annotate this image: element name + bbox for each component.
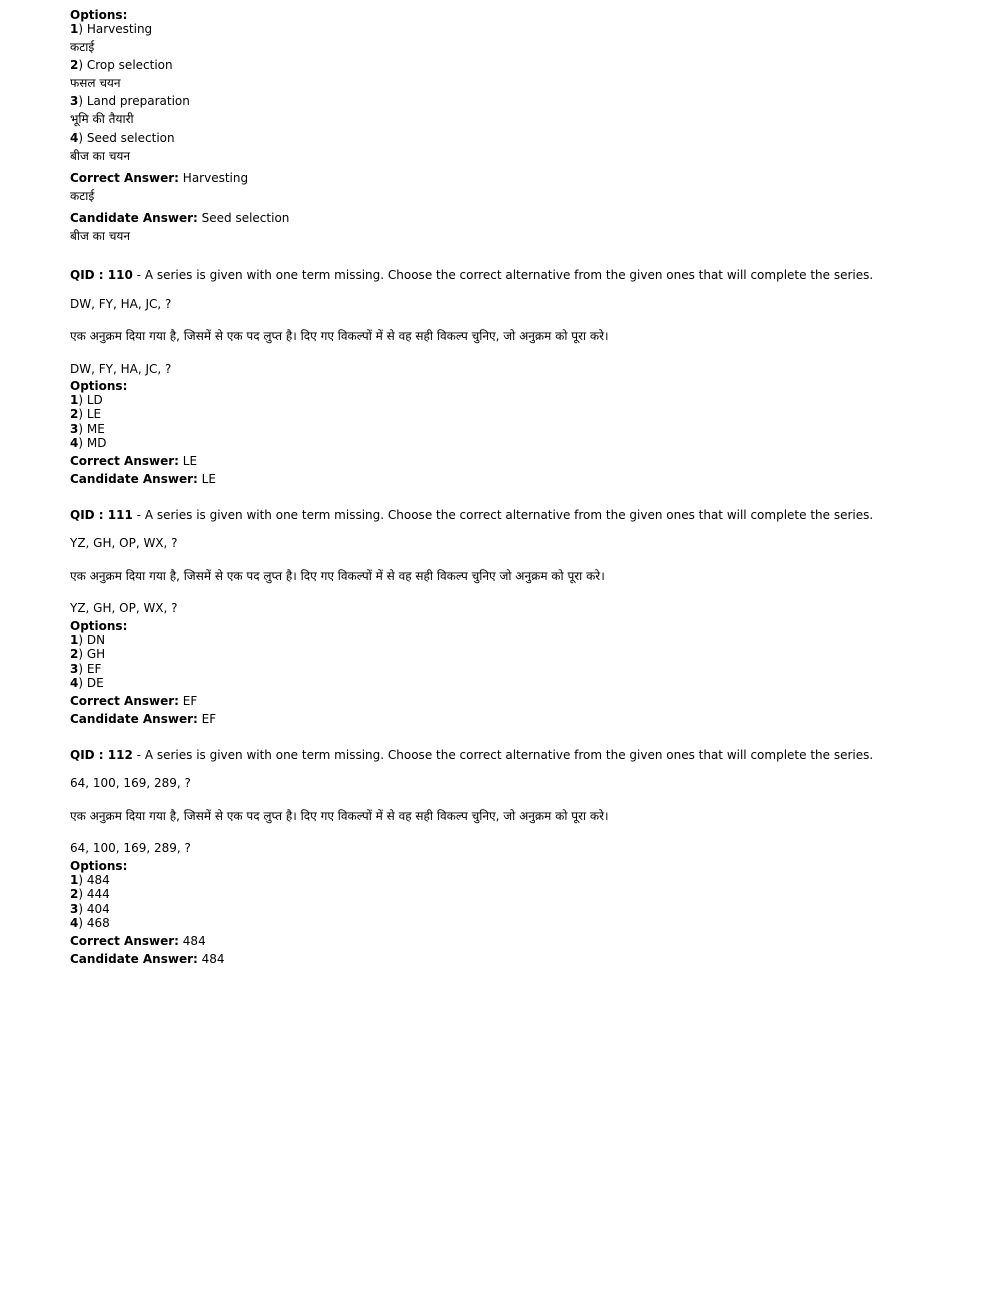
option-number: 1 [70,873,79,887]
option-text: GH [86,647,106,661]
series-text-hindi: DW, FY, HA, JC, ? [70,362,172,376]
option-number: 3 [70,422,79,436]
option-text: DN [86,633,106,647]
option-2-hindi: फसल चयन [70,76,121,90]
question-text-hindi: एक अनुक्रम दिया गया है, जिसमें से एक पद लुप्त है। दिए गए विकल्पों में से वह सही विकल्प चुनिए, जो अनुक्रम को पूरा करे। [70,809,609,823]
series-text: 64, 100, 169, 289, ? [70,776,191,790]
option-text: LE [86,407,102,421]
option-text: Harvesting [86,22,153,36]
option-number: 3 [70,94,79,108]
option-number: 2 [70,407,79,421]
option-3: 3) EF [70,662,102,676]
correct-answer-hindi: कटाई [70,189,95,203]
qid-label: QID : 111 [70,508,133,522]
option-1: 1) DN [70,633,106,647]
candidate-answer-value: EF [201,712,217,726]
candidate-answer [70,952,225,967]
option-number: 4 [70,676,79,690]
option-4: 4) DE [70,676,104,690]
option-text: Crop selection [86,58,173,72]
options-label: Options: [70,8,128,22]
option-2: 2) LE [70,407,102,421]
option-2: 2) Crop selection [70,58,173,72]
option-4-hindi: बीज का चयन [70,149,131,163]
option-number: 4 [70,131,79,145]
option-1-hindi: कटाई [70,40,95,54]
correct-answer-value: 484 [182,934,206,948]
question-text: - A series is given with one term missing. Choose the correct alternative from the given ones that will complete the series. [136,268,874,282]
candidate-answer-value: LE [201,472,216,486]
correct-answer [70,171,248,186]
option-number: 1 [70,633,79,647]
correct-answer-label: Correct Answer: [70,454,179,468]
series-text-hindi: 64, 100, 169, 289, ? [70,841,191,855]
candidate-answer [70,472,216,487]
option-4: 4) MD [70,436,107,450]
candidate-answer-label: Candidate Answer: [70,211,198,225]
correct-answer-value: EF [182,694,198,708]
options-label: Options: [70,859,128,873]
option-text: EF [86,662,102,676]
option-1: 1) Harvesting [70,22,153,36]
option-number: 4 [70,916,79,930]
question-heading [70,508,873,523]
option-text: Seed selection [86,131,175,145]
series-text-hindi: YZ, GH, OP, WX, ? [70,601,178,615]
options-label: Options: [70,379,128,393]
question-text-hindi: एक अनुक्रम दिया गया है, जिसमें से एक पद लुप्त है। दिए गए विकल्पों में से वह सही विकल्प चुनिए जो अनुक्रम को पूरा करे। [70,569,605,583]
option-2: 2) GH [70,647,106,661]
correct-answer-label: Correct Answer: [70,694,179,708]
question-text: - A series is given with one term missing. Choose the correct alternative from the given ones that will complete the series. [136,748,874,762]
candidate-answer-value: 484 [201,952,225,966]
question-text: - A series is given with one term missing. Choose the correct alternative from the given ones that will complete the series. [136,508,874,522]
option-text: Land preparation [86,94,190,108]
option-number: 3 [70,662,79,676]
option-1: 1) 484 [70,873,110,887]
correct-answer-value: Harvesting [182,171,249,185]
option-number: 2 [70,58,79,72]
option-number: 2 [70,647,79,661]
option-3: 3) ME [70,422,105,436]
series-text: YZ, GH, OP, WX, ? [70,536,178,550]
correct-answer [70,934,206,949]
question-heading [70,748,873,763]
option-3: 3) Land preparation [70,94,190,108]
option-1: 1) LD [70,393,103,407]
option-2: 2) 444 [70,887,110,901]
candidate-answer-label: Candidate Answer: [70,712,198,726]
candidate-answer [70,712,216,727]
option-text: 468 [86,916,110,930]
option-text: 444 [86,887,110,901]
option-number: 2 [70,887,79,901]
option-4: 4) Seed selection [70,131,175,145]
options-label: Options: [70,619,128,633]
option-text: 404 [86,902,110,916]
correct-answer-label: Correct Answer: [70,171,179,185]
option-text: 484 [86,873,110,887]
option-number: 3 [70,902,79,916]
question-heading [70,268,873,283]
series-text: DW, FY, HA, JC, ? [70,297,172,311]
option-number: 1 [70,22,79,36]
option-text: LD [86,393,103,407]
correct-answer [70,694,197,709]
candidate-answer-value: Seed selection [201,211,290,225]
option-text: DE [86,676,104,690]
candidate-answer-hindi: बीज का चयन [70,229,131,243]
candidate-answer-label: Candidate Answer: [70,472,198,486]
option-4: 4) 468 [70,916,110,930]
candidate-answer-label: Candidate Answer: [70,952,198,966]
option-text: ME [86,422,105,436]
option-3-hindi: भूमि की तैयारी [70,112,134,126]
qid-label: QID : 112 [70,748,133,762]
candidate-answer [70,211,289,226]
question-text-hindi: एक अनुक्रम दिया गया है, जिसमें से एक पद लुप्त है। दिए गए विकल्पों में से वह सही विकल्प चुनिए, जो अनुक्रम को पूरा करे। [70,329,609,343]
option-3: 3) 404 [70,902,110,916]
option-text: MD [86,436,107,450]
qid-label: QID : 110 [70,268,133,282]
correct-answer [70,454,197,469]
option-number: 1 [70,393,79,407]
option-number: 4 [70,436,79,450]
correct-answer-value: LE [182,454,198,468]
correct-answer-label: Correct Answer: [70,934,179,948]
